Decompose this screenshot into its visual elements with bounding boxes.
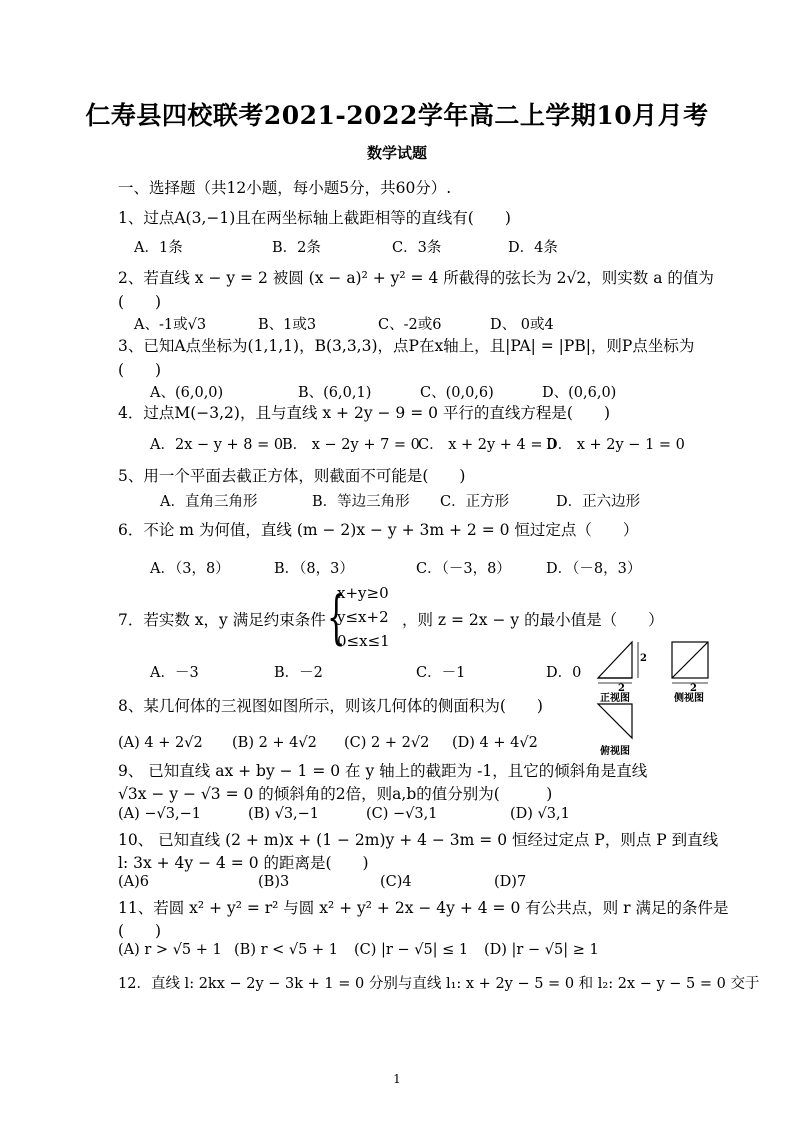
q1-option-d: D．4条 <box>508 240 558 256</box>
q11-option-b: (B) r < √5 + 1 <box>234 942 338 958</box>
q2-option-a: A、-1或√3 <box>134 317 207 333</box>
question-9-stem-cont: √3x − y − √3 = 0 的倾斜角的2倍，则a,b的值分别为( ) <box>118 785 553 803</box>
constraint-2: y≤x+2 <box>337 608 389 626</box>
q4-option-b: B． x − 2y + 7 = 0 <box>282 437 420 453</box>
q1-option-b: B．2条 <box>272 240 321 256</box>
q5-option-a: A．直角三角形 <box>160 494 258 510</box>
question-10-stem-cont: l: 3x + 4y − 4 = 0 的距离是( ) <box>118 854 369 872</box>
q10-option-b: (B)3 <box>258 874 290 890</box>
q3-option-a: A、(6,0,0) <box>150 385 224 401</box>
question-3-stem-cont: ( ) <box>118 361 162 379</box>
q9-option-b: (B) √3,−1 <box>248 806 320 822</box>
q4-option-a: A．2x − y + 8 = 0 <box>150 437 284 453</box>
q3-option-b: B、(6,0,1) <box>298 385 372 401</box>
front-view <box>598 642 638 683</box>
front-view-height: 2 <box>640 653 647 664</box>
q8-option-a: (A) 4 + 2√2 <box>118 735 203 751</box>
q9-option-a: (A) −√3,−1 <box>118 806 201 822</box>
constraint-3: 0≤x≤1 <box>337 632 390 650</box>
question-11-stem: 11、若圆 x² + y² = r² 与圆 x² + y² + 2x − 4y + 4 = 0 有公共点，则 r 满足的条件是 <box>118 899 729 917</box>
constraint-1: x+y≥0 <box>337 584 389 602</box>
q1-option-a: A．1条 <box>134 240 183 256</box>
front-view-label: 正视图 <box>600 693 630 704</box>
q2-option-b: B、1或3 <box>258 317 317 333</box>
question-7-stem: 7．若实数 x，y 满足约束条件 <box>118 611 326 629</box>
question-7-stem-cont: ，则 z = 2x − y 的最小值是（ ） <box>402 611 664 629</box>
front-view-dim: 2 <box>618 683 625 694</box>
q3-option-d: D、(0,6,0) <box>542 385 617 401</box>
q7-option-d: D．0 <box>546 665 582 681</box>
q5-option-d: D．正六边形 <box>556 494 641 510</box>
q9-option-d: (D) √3,1 <box>510 806 570 822</box>
question-9-stem: 9、 已知直线 ax + by − 1 = 0 在 y 轴上的截距为 -1，且它的倾斜角是直线 <box>118 762 648 780</box>
question-10-stem: 10、 已知直线 (2 + m)x + (1 − 2m)y + 4 − 3m = 0 恒经过定点 P，则点 P 到直线 <box>118 831 719 849</box>
constraint-brace: { <box>327 583 346 651</box>
question-8-stem: 8、某几何体的三视图如图所示，则该几何体的侧面积为( ) <box>118 697 543 715</box>
question-6-stem: 6．不论 m 为何值，直线 (m − 2)x − y + 3m + 2 = 0 恒过定点（ ） <box>118 521 639 539</box>
question-1-stem: 1、过点A(3,−1)且在两坐标轴上截距相等的直线有( ) <box>118 209 511 227</box>
q7-option-a: A．－3 <box>150 665 199 681</box>
q2-option-c: C、-2或6 <box>378 317 442 333</box>
side-view-label: 侧视图 <box>674 693 704 704</box>
side-view-dim: 2 <box>690 683 697 694</box>
page-subtitle: 数学试题 <box>366 144 427 162</box>
q4-option-c: C． x + 2y + 4 = 0 <box>418 437 557 453</box>
side-view <box>672 642 708 683</box>
q11-option-d: (D) |r − √5| ≥ 1 <box>484 942 599 958</box>
q2-option-d: D、 0或4 <box>490 317 554 333</box>
top-view-label: 俯视图 <box>600 746 630 757</box>
page-title: 仁寿县四校联考2021-2022学年高二上学期10月月考 <box>85 101 709 130</box>
question-2-stem-cont: ( ) <box>118 293 162 311</box>
question-2-stem: 2、若直线 x − y = 2 被圆 (x − a)² + y² = 4 所截得的弦长为 2√2，则实数 a 的值为 <box>118 269 714 287</box>
q6-option-c: C．（－3，8） <box>416 561 511 577</box>
q8-option-c: (C) 2 + 2√2 <box>344 735 430 751</box>
q8-option-d: (D) 4 + 4√2 <box>452 735 538 751</box>
q10-option-d: (D)7 <box>494 874 527 890</box>
q1-option-c: C．3条 <box>392 240 442 256</box>
q6-option-a: A．（3，8） <box>150 561 230 577</box>
q6-option-b: B．（8，3） <box>274 561 354 577</box>
q5-option-b: B．等边三角形 <box>312 494 410 510</box>
question-3-stem: 3、已知A点坐标为(1,1,1)，B(3,3,3)，点P在x轴上，且|PA| = |PB|，则P点坐标为 <box>118 337 695 355</box>
q7-option-c: C．－1 <box>416 665 466 681</box>
question-11-stem-cont: ( ) <box>118 922 162 940</box>
top-view <box>598 704 632 738</box>
q11-option-a: (A) r > √5 + 1 <box>118 942 222 958</box>
q4-option-d: D． x + 2y − 1 = 0 <box>546 437 685 453</box>
q3-option-c: C、(0,0,6) <box>420 385 494 401</box>
q6-option-d: D．（－8，3） <box>546 561 642 577</box>
q9-option-c: (C) −√3,1 <box>366 806 438 822</box>
q10-option-a: (A)6 <box>118 874 150 890</box>
q11-option-c: (C) |r − √5| ≤ 1 <box>354 942 469 958</box>
page-number: 1 <box>393 1072 401 1086</box>
q7-option-b: B．－2 <box>274 665 323 681</box>
q10-option-c: (C)4 <box>380 874 412 890</box>
question-4-stem: 4．过点M(−3,2)，且与直线 x + 2y − 9 = 0 平行的直线方程是( ) <box>118 404 611 422</box>
q5-option-c: C．正方形 <box>440 494 510 510</box>
question-5-stem: 5、用一个平面去截正方体，则截面不可能是( ) <box>118 467 466 485</box>
question-12-stem: 12．直线 l: 2kx − 2y − 3k + 1 = 0 分别与直线 l₁: x + 2y − 5 = 0 和 l₂: 2x − y − 5 = 0 交于 <box>118 976 760 992</box>
section-heading: 一、选择题（共12小题，每小题5分，共60分）. <box>118 179 452 197</box>
q8-option-b: (B) 2 + 4√2 <box>232 735 317 751</box>
